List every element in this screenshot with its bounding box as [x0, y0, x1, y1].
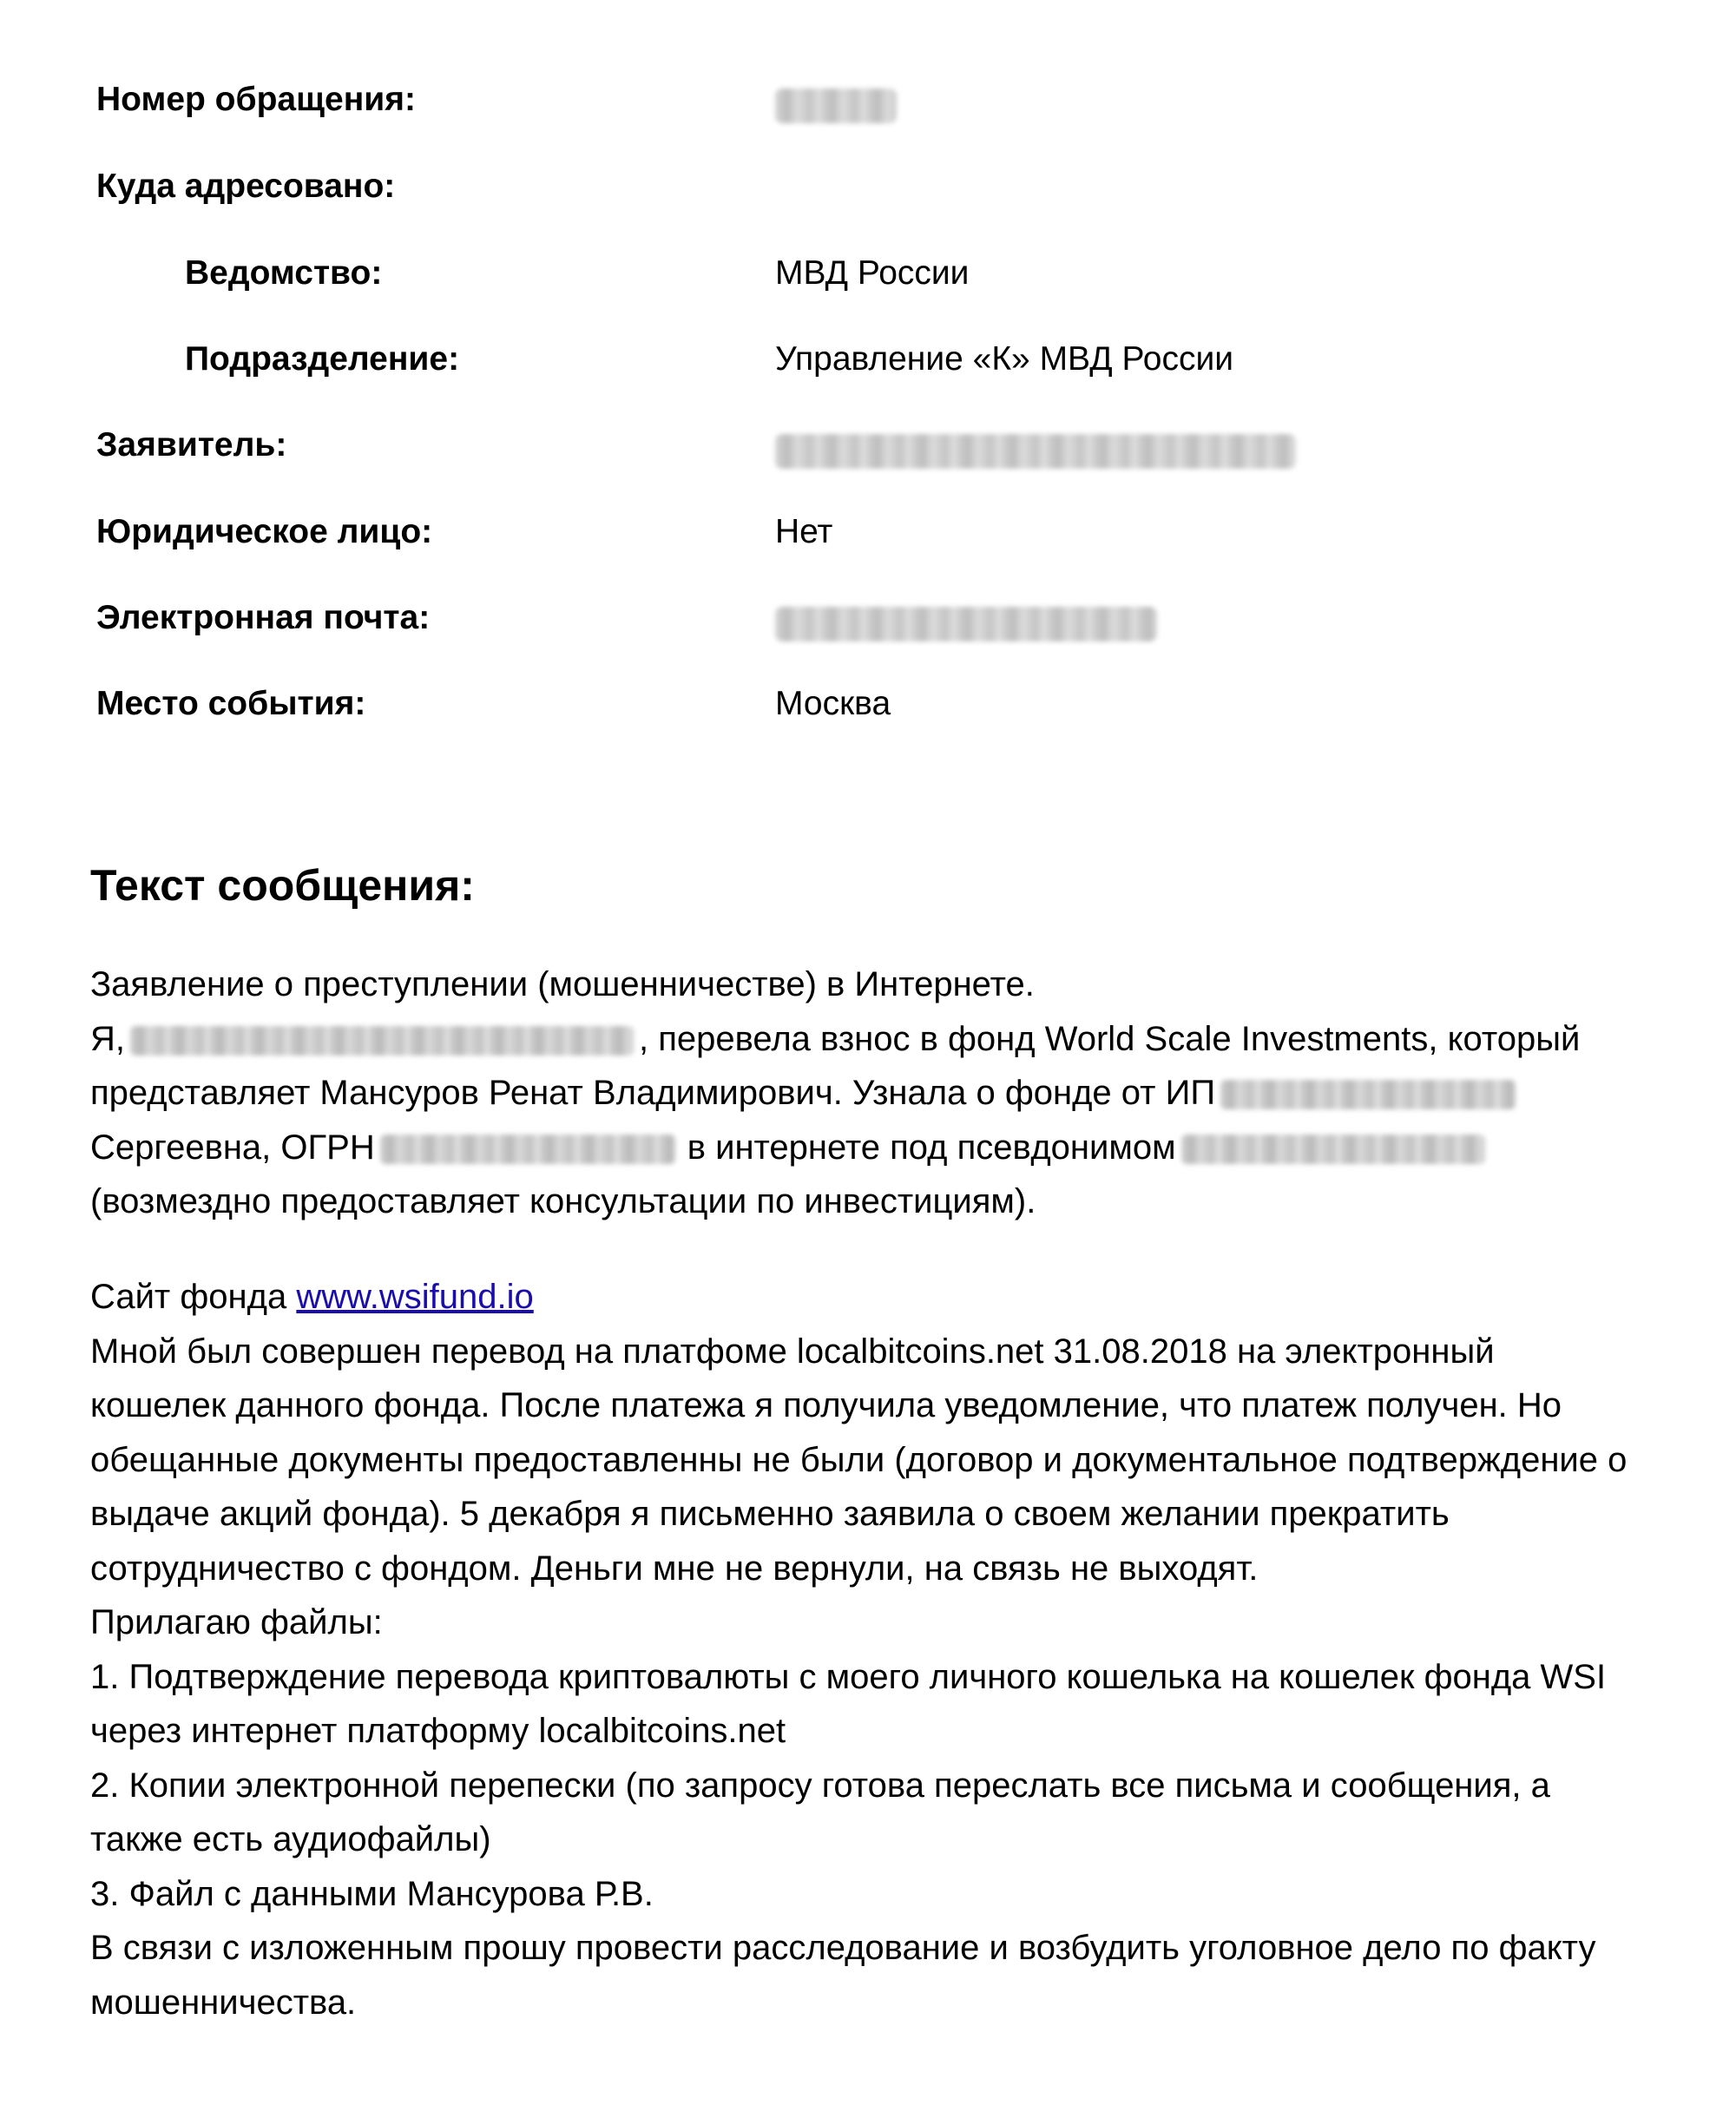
text-line: мошенничества. [90, 1983, 357, 2022]
legal-entity-value: Нет [775, 513, 833, 550]
text-line [90, 1066, 1687, 1121]
department-value: МВД России [775, 254, 970, 292]
message-paragraph-1 [90, 957, 1687, 1229]
text-line: В связи с изложенным прошу провести расследование и возбудить уголовное дело по факту [90, 1929, 1596, 1967]
text-line: кошелек данного фонда. После платежа я получила уведомление, что платеж получен. Но [90, 1386, 1562, 1424]
text-line [90, 1270, 1687, 1325]
text-fragment: Я, [90, 1019, 125, 1058]
request-number-value [775, 89, 897, 123]
redacted-email [775, 607, 1157, 641]
redacted-ip-name [1220, 1080, 1516, 1109]
text-line: 3. Файл с данными Мансурова Р.В. [90, 1874, 654, 1913]
text-line: обещанные документы предоставленны не были (договор и документальное подтверждение о [90, 1440, 1628, 1479]
text-fragment: в интернете под псевдонимом [687, 1128, 1176, 1167]
department-label: Ведомство: [185, 254, 383, 292]
fund-website-link[interactable]: www.wsifund.io [296, 1278, 534, 1316]
redacted-applicant-name [775, 434, 1296, 469]
email-label: Электронная почта: [96, 599, 431, 636]
applicant-label: Заявитель: [96, 426, 287, 464]
redacted-applicant-inline [130, 1026, 634, 1056]
redacted-pseudonym [1181, 1135, 1485, 1164]
text-line: (возмездно предоставляет консультации по инвестициям). [90, 1182, 1036, 1220]
redacted-ogrn [380, 1135, 675, 1164]
text-line: Заявление о преступлении (мошенничестве) в Интернете. [90, 965, 1035, 1003]
text-line: Мной был совершен перевод на платфоме localbitcoins.net 31.08.2018 на электронный [90, 1332, 1495, 1371]
email-value [775, 607, 1157, 641]
text-fragment: представляет Мансуров Ренат Владимирович. Узнала о фонде от ИП [90, 1074, 1216, 1112]
message-paragraph-2 [90, 1270, 1687, 2029]
subdivision-label: Подразделение: [185, 340, 460, 378]
request-number-label: Номер обращения: [96, 81, 416, 118]
text-line: сотрудничество с фондом. Деньги мне не вернули, на связь не выходят. [90, 1549, 1259, 1588]
text-line: выдаче акций фонда). 5 декабря я письменно заявила о своем желании прекратить [90, 1495, 1450, 1533]
subdivision-value: Управление «К» МВД России [775, 340, 1234, 378]
text-line: 2. Копии электронной перепески (по запросу готова переслать все письма и сообщения, а [90, 1766, 1550, 1805]
text-line [90, 1012, 1687, 1067]
text-line: Прилагаю файлы: [90, 1603, 383, 1641]
addressed-to-label: Куда адресовано: [96, 168, 396, 205]
text-fragment: , перевела взнос в фонд World Scale Investments, который [639, 1019, 1581, 1058]
site-label: Сайт фонда [90, 1278, 287, 1316]
redacted-request-number [775, 89, 897, 123]
text-line: также есть аудиофайлы) [90, 1820, 491, 1858]
text-line: через интернет платформу localbitcoins.net [90, 1712, 786, 1750]
legal-entity-label: Юридическое лицо: [96, 513, 433, 550]
applicant-value [775, 434, 1296, 469]
message-heading: Текст сообщения: [90, 861, 475, 910]
text-line [90, 1121, 1687, 1175]
event-place-value: Москва [775, 685, 891, 722]
text-line: 1. Подтверждение перевода криптовалюты с моего личного кошелька на кошелек фонда WSI [90, 1657, 1607, 1696]
event-place-label: Место события: [96, 685, 366, 722]
text-fragment: Сергеевна, ОГРН [90, 1128, 375, 1167]
